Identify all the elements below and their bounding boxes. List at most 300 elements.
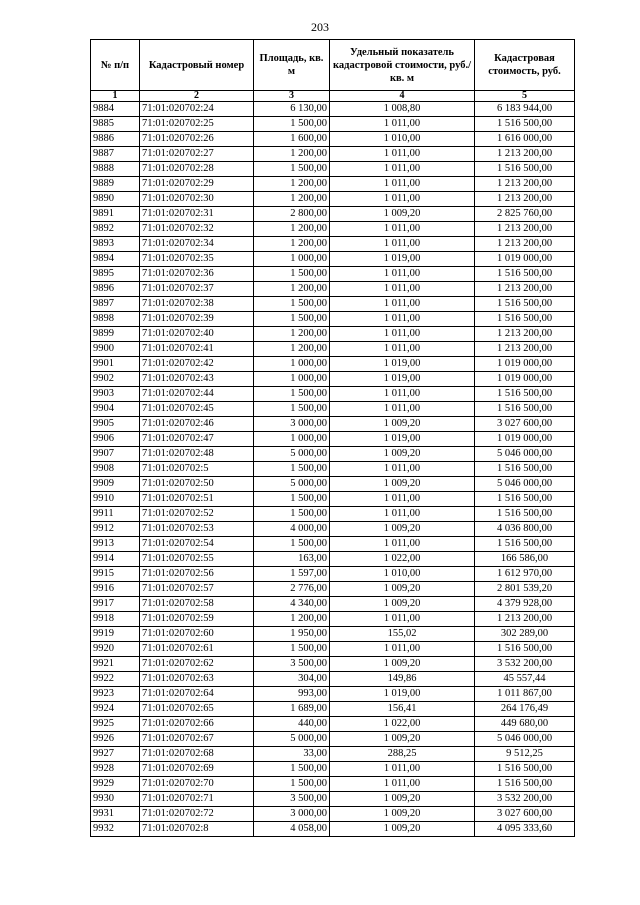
table-row [91, 177, 575, 192]
cell-cadastral-number: 71:01:020702:52 [140, 507, 254, 522]
cell-specific-value: 1 009,20 [330, 582, 475, 597]
cell-cadastral-number: 71:01:020702:66 [140, 717, 254, 732]
cell-cadastral-value: 1 213 200,00 [475, 612, 575, 627]
cell-row-number: 9899 [91, 327, 140, 342]
cell-cadastral-value: 1 516 500,00 [475, 162, 575, 177]
table-row [91, 567, 575, 582]
cell-row-number: 9888 [91, 162, 140, 177]
cell-specific-value: 1 011,00 [330, 282, 475, 297]
cell-specific-value: 1 011,00 [330, 492, 475, 507]
cell-row-number: 9906 [91, 432, 140, 447]
cell-cadastral-number: 71:01:020702:34 [140, 237, 254, 252]
cell-area: 1 950,00 [254, 627, 330, 642]
cell-specific-value: 1 009,20 [330, 657, 475, 672]
cell-specific-value: 1 009,20 [330, 597, 475, 612]
header-area: Площадь, кв. м [254, 40, 330, 91]
table-row [91, 342, 575, 357]
cell-specific-value: 1 011,00 [330, 177, 475, 192]
cell-area: 1 000,00 [254, 357, 330, 372]
table-row [91, 582, 575, 597]
cell-area: 1 000,00 [254, 432, 330, 447]
cell-cadastral-number: 71:01:020702:65 [140, 702, 254, 717]
cell-cadastral-value: 45 557,44 [475, 672, 575, 687]
table-row [91, 222, 575, 237]
cell-area: 1 000,00 [254, 372, 330, 387]
cell-cadastral-value: 1 616 000,00 [475, 132, 575, 147]
cell-specific-value: 1 011,00 [330, 267, 475, 282]
cell-specific-value: 1 011,00 [330, 327, 475, 342]
cell-cadastral-value: 1 213 200,00 [475, 147, 575, 162]
table-row [91, 552, 575, 567]
cell-cadastral-number: 71:01:020702:56 [140, 567, 254, 582]
cell-specific-value: 1 008,80 [330, 102, 475, 117]
cell-specific-value: 1 011,00 [330, 777, 475, 792]
cell-cadastral-value: 166 586,00 [475, 552, 575, 567]
cell-row-number: 9894 [91, 252, 140, 267]
cell-row-number: 9912 [91, 522, 140, 537]
cell-specific-value: 1 009,20 [330, 822, 475, 837]
cell-specific-value: 1 011,00 [330, 642, 475, 657]
cell-cadastral-number: 71:01:020702:25 [140, 117, 254, 132]
cell-cadastral-value: 2 801 539,20 [475, 582, 575, 597]
cell-area: 1 597,00 [254, 567, 330, 582]
table-row [91, 492, 575, 507]
cell-area: 1 200,00 [254, 177, 330, 192]
cell-row-number: 9902 [91, 372, 140, 387]
cell-area: 1 500,00 [254, 117, 330, 132]
cell-row-number: 9923 [91, 687, 140, 702]
cell-specific-value: 1 009,20 [330, 207, 475, 222]
cell-cadastral-value: 3 027 600,00 [475, 417, 575, 432]
cell-specific-value: 1 019,00 [330, 432, 475, 447]
cell-row-number: 9926 [91, 732, 140, 747]
cell-row-number: 9898 [91, 312, 140, 327]
header-cadastral-value: Кадастровая стоимость, руб. [475, 40, 575, 91]
cell-row-number: 9924 [91, 702, 140, 717]
table-row [91, 702, 575, 717]
cell-cadastral-number: 71:01:020702:64 [140, 687, 254, 702]
cell-area: 1 500,00 [254, 537, 330, 552]
cell-cadastral-value: 1 213 200,00 [475, 327, 575, 342]
cell-cadastral-number: 71:01:020702:26 [140, 132, 254, 147]
cell-specific-value: 1 019,00 [330, 372, 475, 387]
cell-row-number: 9887 [91, 147, 140, 162]
cell-specific-value: 1 011,00 [330, 192, 475, 207]
cell-row-number: 9911 [91, 507, 140, 522]
cell-area: 3 000,00 [254, 417, 330, 432]
cell-specific-value: 156,41 [330, 702, 475, 717]
cell-specific-value: 1 011,00 [330, 147, 475, 162]
cell-cadastral-number: 71:01:020702:8 [140, 822, 254, 837]
cell-cadastral-value: 4 095 333,60 [475, 822, 575, 837]
cell-row-number: 9905 [91, 417, 140, 432]
cell-row-number: 9886 [91, 132, 140, 147]
cell-area: 1 200,00 [254, 342, 330, 357]
cell-row-number: 9897 [91, 297, 140, 312]
cell-cadastral-value: 1 213 200,00 [475, 177, 575, 192]
cell-area: 6 130,00 [254, 102, 330, 117]
cell-row-number: 9916 [91, 582, 140, 597]
cell-cadastral-number: 71:01:020702:71 [140, 792, 254, 807]
cell-area: 1 000,00 [254, 252, 330, 267]
cadastral-value-table [90, 39, 575, 837]
cell-cadastral-number: 71:01:020702:38 [140, 297, 254, 312]
cell-area: 1 500,00 [254, 162, 330, 177]
cell-cadastral-value: 3 532 200,00 [475, 657, 575, 672]
cell-cadastral-value: 1 516 500,00 [475, 507, 575, 522]
cell-cadastral-number: 71:01:020702:39 [140, 312, 254, 327]
cell-cadastral-value: 1 516 500,00 [475, 492, 575, 507]
cell-cadastral-value: 1 516 500,00 [475, 762, 575, 777]
column-number: 1 [91, 91, 140, 102]
table-row [91, 522, 575, 537]
cell-specific-value: 1 019,00 [330, 357, 475, 372]
cell-row-number: 9919 [91, 627, 140, 642]
table-row [91, 507, 575, 522]
cell-specific-value: 1 009,20 [330, 417, 475, 432]
cell-specific-value: 1 011,00 [330, 387, 475, 402]
cell-cadastral-value: 1 516 500,00 [475, 642, 575, 657]
cell-cadastral-number: 71:01:020702:24 [140, 102, 254, 117]
cell-cadastral-value: 9 512,25 [475, 747, 575, 762]
cell-row-number: 9903 [91, 387, 140, 402]
cell-cadastral-value: 1 516 500,00 [475, 537, 575, 552]
cell-row-number: 9884 [91, 102, 140, 117]
cell-cadastral-value: 1 011 867,00 [475, 687, 575, 702]
cell-row-number: 9920 [91, 642, 140, 657]
cell-cadastral-value: 264 176,49 [475, 702, 575, 717]
cell-cadastral-number: 71:01:020702:51 [140, 492, 254, 507]
cell-area: 1 500,00 [254, 267, 330, 282]
cell-cadastral-number: 71:01:020702:28 [140, 162, 254, 177]
cell-cadastral-value: 1 516 500,00 [475, 462, 575, 477]
table-header-row [91, 40, 575, 91]
cell-specific-value: 288,25 [330, 747, 475, 762]
cell-row-number: 9921 [91, 657, 140, 672]
table-row [91, 717, 575, 732]
table-row [91, 417, 575, 432]
cell-area: 2 800,00 [254, 207, 330, 222]
table-row [91, 597, 575, 612]
cell-area: 1 689,00 [254, 702, 330, 717]
cell-area: 1 200,00 [254, 237, 330, 252]
cell-cadastral-number: 71:01:020702:67 [140, 732, 254, 747]
cell-row-number: 9929 [91, 777, 140, 792]
cell-specific-value: 1 011,00 [330, 117, 475, 132]
cell-cadastral-number: 71:01:020702:50 [140, 477, 254, 492]
cell-area: 4 340,00 [254, 597, 330, 612]
cell-row-number: 9900 [91, 342, 140, 357]
table-row [91, 642, 575, 657]
cell-row-number: 9904 [91, 402, 140, 417]
cell-cadastral-value: 5 046 000,00 [475, 477, 575, 492]
cell-cadastral-number: 71:01:020702:48 [140, 447, 254, 462]
cell-specific-value: 1 022,00 [330, 552, 475, 567]
table-body [91, 102, 575, 837]
cell-specific-value: 1 009,20 [330, 447, 475, 462]
cell-cadastral-number: 71:01:020702:43 [140, 372, 254, 387]
cell-row-number: 9909 [91, 477, 140, 492]
table-row [91, 747, 575, 762]
cell-specific-value: 1 011,00 [330, 222, 475, 237]
table-row [91, 477, 575, 492]
cell-area: 1 500,00 [254, 462, 330, 477]
cell-cadastral-number: 71:01:020702:57 [140, 582, 254, 597]
table-row [91, 627, 575, 642]
cell-area: 1 500,00 [254, 777, 330, 792]
cell-specific-value: 1 022,00 [330, 717, 475, 732]
table-row [91, 192, 575, 207]
cell-cadastral-number: 71:01:020702:68 [140, 747, 254, 762]
table-row [91, 297, 575, 312]
cell-cadastral-number: 71:01:020702:61 [140, 642, 254, 657]
cell-specific-value: 1 009,20 [330, 807, 475, 822]
cell-cadastral-number: 71:01:020702:35 [140, 252, 254, 267]
cell-area: 1 500,00 [254, 762, 330, 777]
cell-cadastral-value: 1 019 000,00 [475, 372, 575, 387]
table-row [91, 237, 575, 252]
cell-specific-value: 1 009,20 [330, 522, 475, 537]
cell-cadastral-number: 71:01:020702:41 [140, 342, 254, 357]
cell-area: 3 500,00 [254, 657, 330, 672]
cell-row-number: 9915 [91, 567, 140, 582]
cell-cadastral-number: 71:01:020702:27 [140, 147, 254, 162]
table-row [91, 612, 575, 627]
table-row [91, 672, 575, 687]
table-row [91, 372, 575, 387]
cell-cadastral-value: 4 036 800,00 [475, 522, 575, 537]
cell-cadastral-value: 302 289,00 [475, 627, 575, 642]
cell-cadastral-number: 71:01:020702:40 [140, 327, 254, 342]
cell-cadastral-value: 2 825 760,00 [475, 207, 575, 222]
cell-specific-value: 1 019,00 [330, 252, 475, 267]
cell-cadastral-value: 1 516 500,00 [475, 267, 575, 282]
cell-specific-value: 1 009,20 [330, 477, 475, 492]
cell-specific-value: 1 011,00 [330, 162, 475, 177]
cell-row-number: 9907 [91, 447, 140, 462]
cell-cadastral-value: 5 046 000,00 [475, 732, 575, 747]
column-number: 5 [475, 91, 575, 102]
cell-cadastral-value: 5 046 000,00 [475, 447, 575, 462]
cell-cadastral-value: 1 516 500,00 [475, 297, 575, 312]
cell-row-number: 9928 [91, 762, 140, 777]
cell-specific-value: 1 011,00 [330, 462, 475, 477]
cell-specific-value: 1 011,00 [330, 612, 475, 627]
cell-specific-value: 1 011,00 [330, 402, 475, 417]
column-number: 2 [140, 91, 254, 102]
cell-area: 1 200,00 [254, 612, 330, 627]
cell-row-number: 9910 [91, 492, 140, 507]
cell-specific-value: 1 010,00 [330, 132, 475, 147]
cell-area: 5 000,00 [254, 732, 330, 747]
cell-row-number: 9901 [91, 357, 140, 372]
cell-cadastral-value: 1 213 200,00 [475, 237, 575, 252]
cell-row-number: 9930 [91, 792, 140, 807]
cell-cadastral-number: 71:01:020702:69 [140, 762, 254, 777]
cell-cadastral-number: 71:01:020702:47 [140, 432, 254, 447]
cell-cadastral-number: 71:01:020702:63 [140, 672, 254, 687]
cell-area: 1 500,00 [254, 387, 330, 402]
column-number: 3 [254, 91, 330, 102]
cell-row-number: 9890 [91, 192, 140, 207]
cell-area: 993,00 [254, 687, 330, 702]
table-column-number-row [91, 91, 575, 102]
cell-cadastral-number: 71:01:020702:30 [140, 192, 254, 207]
cell-area: 1 500,00 [254, 312, 330, 327]
cell-cadastral-number: 71:01:020702:29 [140, 177, 254, 192]
cell-area: 5 000,00 [254, 447, 330, 462]
table-row [91, 147, 575, 162]
cell-area: 5 000,00 [254, 477, 330, 492]
cell-area: 1 200,00 [254, 282, 330, 297]
table-row [91, 102, 575, 117]
table-row [91, 207, 575, 222]
table-row [91, 807, 575, 822]
cell-row-number: 9925 [91, 717, 140, 732]
cell-cadastral-number: 71:01:020702:32 [140, 222, 254, 237]
cell-row-number: 9908 [91, 462, 140, 477]
cell-cadastral-value: 6 183 944,00 [475, 102, 575, 117]
cell-cadastral-value: 1 213 200,00 [475, 282, 575, 297]
cell-area: 1 200,00 [254, 327, 330, 342]
table-row [91, 312, 575, 327]
cell-area: 440,00 [254, 717, 330, 732]
cell-cadastral-value: 3 532 200,00 [475, 792, 575, 807]
cell-cadastral-number: 71:01:020702:44 [140, 387, 254, 402]
cell-cadastral-value: 1 019 000,00 [475, 357, 575, 372]
cell-specific-value: 155,02 [330, 627, 475, 642]
cell-area: 4 000,00 [254, 522, 330, 537]
table-row [91, 162, 575, 177]
cell-cadastral-value: 1 516 500,00 [475, 312, 575, 327]
column-number: 4 [330, 91, 475, 102]
cell-cadastral-number: 71:01:020702:60 [140, 627, 254, 642]
cell-area: 1 500,00 [254, 492, 330, 507]
table-row [91, 252, 575, 267]
header-specific-value: Удельный показатель кадастровой стоимости, руб./кв. м [330, 40, 475, 91]
cell-cadastral-number: 71:01:020702:58 [140, 597, 254, 612]
cell-cadastral-number: 71:01:020702:5 [140, 462, 254, 477]
table-row [91, 447, 575, 462]
cell-cadastral-value: 1 213 200,00 [475, 342, 575, 357]
table-row [91, 462, 575, 477]
table-row [91, 732, 575, 747]
table-row [91, 117, 575, 132]
header-cadastral-number: Кадастровый номер [140, 40, 254, 91]
table-row [91, 357, 575, 372]
table-row [91, 657, 575, 672]
cell-cadastral-value: 3 027 600,00 [475, 807, 575, 822]
cell-area: 1 500,00 [254, 402, 330, 417]
cell-cadastral-number: 71:01:020702:53 [140, 522, 254, 537]
cell-area: 3 000,00 [254, 807, 330, 822]
cell-specific-value: 1 011,00 [330, 297, 475, 312]
table-row [91, 402, 575, 417]
cell-cadastral-value: 1 516 500,00 [475, 402, 575, 417]
cell-specific-value: 1 011,00 [330, 537, 475, 552]
cell-row-number: 9932 [91, 822, 140, 837]
cell-area: 4 058,00 [254, 822, 330, 837]
cell-cadastral-value: 1 516 500,00 [475, 117, 575, 132]
table-row [91, 282, 575, 297]
cell-cadastral-number: 71:01:020702:46 [140, 417, 254, 432]
table-row [91, 267, 575, 282]
cell-row-number: 9889 [91, 177, 140, 192]
table-row [91, 687, 575, 702]
cell-cadastral-value: 1 516 500,00 [475, 387, 575, 402]
cell-cadastral-value: 1 019 000,00 [475, 252, 575, 267]
cell-cadastral-number: 71:01:020702:37 [140, 282, 254, 297]
cell-cadastral-value: 1 213 200,00 [475, 222, 575, 237]
cell-specific-value: 1 011,00 [330, 507, 475, 522]
cell-row-number: 9931 [91, 807, 140, 822]
header-row-number: № п/п [91, 40, 140, 91]
cell-cadastral-number: 71:01:020702:72 [140, 807, 254, 822]
cell-specific-value: 1 011,00 [330, 312, 475, 327]
cell-row-number: 9885 [91, 117, 140, 132]
cell-row-number: 9896 [91, 282, 140, 297]
cell-cadastral-number: 71:01:020702:70 [140, 777, 254, 792]
cell-specific-value: 1 011,00 [330, 342, 475, 357]
cell-area: 1 500,00 [254, 507, 330, 522]
cell-cadastral-number: 71:01:020702:59 [140, 612, 254, 627]
cell-cadastral-value: 1 612 970,00 [475, 567, 575, 582]
cell-cadastral-number: 71:01:020702:62 [140, 657, 254, 672]
cell-row-number: 9893 [91, 237, 140, 252]
cell-cadastral-value: 4 379 928,00 [475, 597, 575, 612]
cell-cadastral-value: 449 680,00 [475, 717, 575, 732]
cell-area: 1 500,00 [254, 642, 330, 657]
cell-row-number: 9917 [91, 597, 140, 612]
cell-specific-value: 1 019,00 [330, 687, 475, 702]
cell-specific-value: 1 011,00 [330, 237, 475, 252]
table-row [91, 327, 575, 342]
cell-area: 1 600,00 [254, 132, 330, 147]
cell-cadastral-number: 71:01:020702:54 [140, 537, 254, 552]
cell-cadastral-number: 71:01:020702:31 [140, 207, 254, 222]
cell-area: 1 200,00 [254, 192, 330, 207]
table-row [91, 537, 575, 552]
cell-row-number: 9927 [91, 747, 140, 762]
table-row [91, 387, 575, 402]
cell-area: 1 200,00 [254, 147, 330, 162]
cell-row-number: 9891 [91, 207, 140, 222]
table-row [91, 792, 575, 807]
cell-cadastral-value: 1 019 000,00 [475, 432, 575, 447]
cell-area: 2 776,00 [254, 582, 330, 597]
cell-specific-value: 1 009,20 [330, 732, 475, 747]
cell-specific-value: 1 010,00 [330, 567, 475, 582]
table-row [91, 132, 575, 147]
cell-specific-value: 1 011,00 [330, 762, 475, 777]
table-row [91, 762, 575, 777]
cell-cadastral-number: 71:01:020702:55 [140, 552, 254, 567]
cell-cadastral-value: 1 516 500,00 [475, 777, 575, 792]
cell-specific-value: 149,86 [330, 672, 475, 687]
cell-cadastral-number: 71:01:020702:36 [140, 267, 254, 282]
cell-area: 1 500,00 [254, 297, 330, 312]
cell-area: 33,00 [254, 747, 330, 762]
cell-cadastral-value: 1 213 200,00 [475, 192, 575, 207]
cell-row-number: 9914 [91, 552, 140, 567]
cell-area: 3 500,00 [254, 792, 330, 807]
table-row [91, 822, 575, 837]
cell-row-number: 9913 [91, 537, 140, 552]
cell-specific-value: 1 009,20 [330, 792, 475, 807]
page-number: 203 [311, 20, 329, 34]
cell-area: 304,00 [254, 672, 330, 687]
cell-row-number: 9892 [91, 222, 140, 237]
